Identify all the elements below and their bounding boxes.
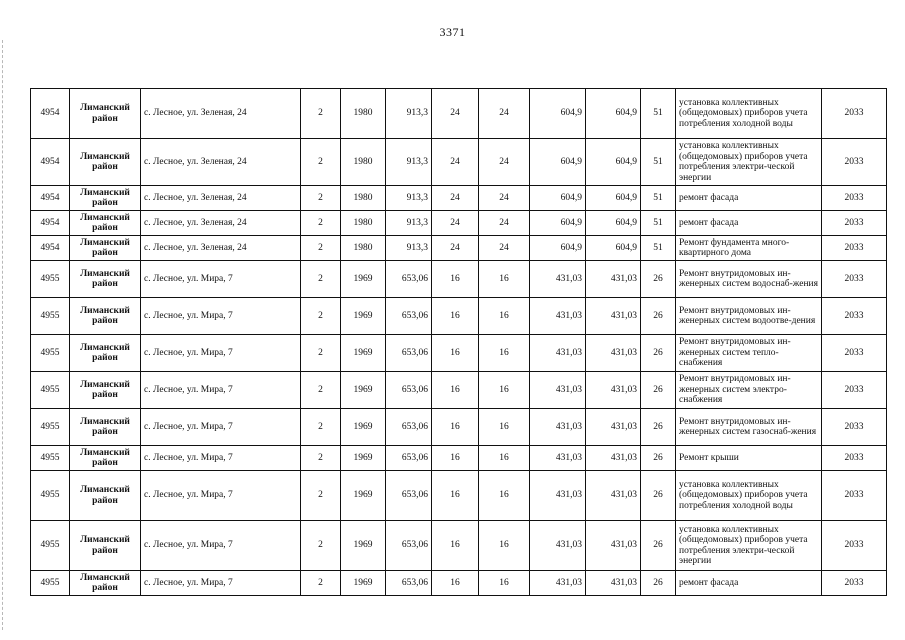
- cell-work-type: ремонт фасада: [676, 186, 822, 211]
- cell-area-2: 431,03: [586, 446, 641, 471]
- cell-area: 653,06: [386, 521, 432, 571]
- cell-district: Лиманский район: [70, 571, 141, 596]
- cell-area-1: 431,03: [530, 298, 586, 335]
- cell-district: Лиманский район: [70, 409, 141, 446]
- table-row: [31, 298, 887, 335]
- cell-year: 1969: [341, 571, 386, 596]
- cell-work-type: Ремонт фундамента много-квартирного дома: [676, 236, 822, 261]
- cell-count-1: 16: [432, 571, 479, 596]
- table-row: [31, 139, 887, 186]
- cell-area-2: 604,9: [586, 139, 641, 186]
- cell-year: 1969: [341, 471, 386, 521]
- cell-area-2: 431,03: [586, 372, 641, 409]
- cell-residents: 26: [641, 471, 676, 521]
- cell-district: Лиманский район: [70, 298, 141, 335]
- cell-area-1: 604,9: [530, 211, 586, 236]
- cell-area-1: 604,9: [530, 186, 586, 211]
- cell-count-2: 16: [479, 335, 530, 372]
- cell-count-2: 24: [479, 89, 530, 139]
- cell-floors: 2: [301, 298, 341, 335]
- cell-house-id: 4955: [31, 298, 70, 335]
- cell-floors: 2: [301, 261, 341, 298]
- cell-area-2: 604,9: [586, 236, 641, 261]
- cell-deadline: 2033: [822, 261, 887, 298]
- cell-count-2: 16: [479, 409, 530, 446]
- cell-area: 653,06: [386, 446, 432, 471]
- table-row: [31, 335, 887, 372]
- cell-house-id: 4955: [31, 335, 70, 372]
- cell-area-1: 431,03: [530, 261, 586, 298]
- cell-year: 1969: [341, 521, 386, 571]
- cell-count-1: 16: [432, 372, 479, 409]
- capital-repair-table: [30, 88, 887, 596]
- cell-area: 653,06: [386, 409, 432, 446]
- cell-address: с. Лесное, ул. Мира, 7: [141, 298, 301, 335]
- cell-work-type: ремонт фасада: [676, 211, 822, 236]
- cell-floors: 2: [301, 211, 341, 236]
- cell-house-id: 4955: [31, 521, 70, 571]
- cell-count-2: 24: [479, 186, 530, 211]
- cell-deadline: 2033: [822, 186, 887, 211]
- cell-year: 1980: [341, 186, 386, 211]
- cell-area-2: 431,03: [586, 298, 641, 335]
- cell-area-2: 431,03: [586, 409, 641, 446]
- cell-house-id: 4955: [31, 372, 70, 409]
- cell-floors: 2: [301, 471, 341, 521]
- cell-floors: 2: [301, 571, 341, 596]
- cell-area-2: 604,9: [586, 211, 641, 236]
- cell-count-2: 24: [479, 211, 530, 236]
- cell-residents: 51: [641, 211, 676, 236]
- cell-area: 653,06: [386, 471, 432, 521]
- cell-area-2: 431,03: [586, 261, 641, 298]
- cell-year: 1969: [341, 372, 386, 409]
- cell-residents: 26: [641, 372, 676, 409]
- cell-floors: 2: [301, 409, 341, 446]
- cell-count-2: 16: [479, 446, 530, 471]
- cell-address: с. Лесное, ул. Мира, 7: [141, 571, 301, 596]
- table-row: [31, 89, 887, 139]
- cell-area: 653,06: [386, 261, 432, 298]
- cell-district: Лиманский район: [70, 211, 141, 236]
- cell-address: с. Лесное, ул. Мира, 7: [141, 471, 301, 521]
- cell-work-type: ремонт фасада: [676, 571, 822, 596]
- table-row: [31, 446, 887, 471]
- cell-area: 653,06: [386, 335, 432, 372]
- cell-area-2: 431,03: [586, 571, 641, 596]
- page-number: 3371: [439, 25, 466, 39]
- cell-count-2: 16: [479, 261, 530, 298]
- cell-area: 913,3: [386, 186, 432, 211]
- cell-work-type: установка коллективных (общедомовых) приборов учета потребления электри-ческой энергии: [676, 521, 822, 571]
- cell-count-1: 16: [432, 335, 479, 372]
- cell-work-type: установка коллективных (общедомовых) приборов учета потребления холодной воды: [676, 89, 822, 139]
- cell-deadline: 2033: [822, 236, 887, 261]
- cell-count-1: 16: [432, 261, 479, 298]
- cell-floors: 2: [301, 139, 341, 186]
- cell-area-1: 431,03: [530, 335, 586, 372]
- cell-year: 1969: [341, 409, 386, 446]
- cell-area: 913,3: [386, 89, 432, 139]
- cell-count-2: 24: [479, 139, 530, 186]
- cell-district: Лиманский район: [70, 335, 141, 372]
- cell-floors: 2: [301, 89, 341, 139]
- cell-address: с. Лесное, ул. Зеленая, 24: [141, 139, 301, 186]
- cell-area: 913,3: [386, 139, 432, 186]
- cell-work-type: установка коллективных (общедомовых) приборов учета потребления холодной воды: [676, 471, 822, 521]
- cell-area-1: 604,9: [530, 89, 586, 139]
- cell-count-1: 16: [432, 471, 479, 521]
- cell-area: 653,06: [386, 571, 432, 596]
- cell-deadline: 2033: [822, 211, 887, 236]
- cell-district: Лиманский район: [70, 89, 141, 139]
- cell-work-type: Ремонт внутридомовых ин-женерных систем электро-снабжения: [676, 372, 822, 409]
- cell-deadline: 2033: [822, 372, 887, 409]
- cell-residents: 26: [641, 409, 676, 446]
- cell-area: 913,3: [386, 236, 432, 261]
- cell-year: 1969: [341, 446, 386, 471]
- cell-area-1: 431,03: [530, 571, 586, 596]
- cell-floors: 2: [301, 372, 341, 409]
- cell-address: с. Лесное, ул. Мира, 7: [141, 335, 301, 372]
- cell-address: с. Лесное, ул. Зеленая, 24: [141, 89, 301, 139]
- cell-house-id: 4955: [31, 446, 70, 471]
- cell-year: 1969: [341, 335, 386, 372]
- cell-residents: 26: [641, 446, 676, 471]
- cell-work-type: Ремонт внутридомовых ин-женерных систем тепло-снабжения: [676, 335, 822, 372]
- cell-residents: 51: [641, 186, 676, 211]
- cell-area-2: 431,03: [586, 521, 641, 571]
- cell-count-1: 24: [432, 186, 479, 211]
- cell-work-type: Ремонт внутридомовых ин-женерных систем газоснаб-жения: [676, 409, 822, 446]
- table-row: [31, 236, 887, 261]
- cell-area-1: 431,03: [530, 521, 586, 571]
- cell-area-2: 431,03: [586, 335, 641, 372]
- cell-area-1: 604,9: [530, 139, 586, 186]
- cell-count-1: 16: [432, 298, 479, 335]
- cell-deadline: 2033: [822, 298, 887, 335]
- cell-area-2: 604,9: [586, 186, 641, 211]
- cell-deadline: 2033: [822, 471, 887, 521]
- cell-floors: 2: [301, 446, 341, 471]
- cell-residents: 26: [641, 571, 676, 596]
- cell-address: с. Лесное, ул. Зеленая, 24: [141, 211, 301, 236]
- cell-district: Лиманский район: [70, 261, 141, 298]
- table-row: [31, 409, 887, 446]
- cell-district: Лиманский район: [70, 139, 141, 186]
- cell-deadline: 2033: [822, 571, 887, 596]
- cell-area-1: 431,03: [530, 409, 586, 446]
- cell-count-2: 16: [479, 571, 530, 596]
- table-row: [31, 261, 887, 298]
- cell-house-id: 4955: [31, 571, 70, 596]
- cell-district: Лиманский район: [70, 186, 141, 211]
- cell-year: 1980: [341, 139, 386, 186]
- cell-count-1: 16: [432, 409, 479, 446]
- cell-count-1: 24: [432, 139, 479, 186]
- cell-house-id: 4954: [31, 89, 70, 139]
- cell-count-2: 16: [479, 298, 530, 335]
- cell-area: 913,3: [386, 211, 432, 236]
- table-row: [31, 571, 887, 596]
- table-row: [31, 521, 887, 571]
- cell-count-1: 24: [432, 211, 479, 236]
- cell-house-id: 4954: [31, 139, 70, 186]
- cell-year: 1969: [341, 298, 386, 335]
- cell-year: 1980: [341, 211, 386, 236]
- cell-deadline: 2033: [822, 139, 887, 186]
- cell-area-2: 604,9: [586, 89, 641, 139]
- cell-district: Лиманский район: [70, 372, 141, 409]
- cell-year: 1969: [341, 261, 386, 298]
- cell-floors: 2: [301, 335, 341, 372]
- cell-address: с. Лесное, ул. Зеленая, 24: [141, 236, 301, 261]
- cell-address: с. Лесное, ул. Мира, 7: [141, 409, 301, 446]
- cell-floors: 2: [301, 186, 341, 211]
- cell-count-1: 24: [432, 89, 479, 139]
- cell-address: с. Лесное, ул. Мира, 7: [141, 261, 301, 298]
- cell-district: Лиманский район: [70, 236, 141, 261]
- cell-district: Лиманский район: [70, 446, 141, 471]
- cell-deadline: 2033: [822, 521, 887, 571]
- cell-area: 653,06: [386, 372, 432, 409]
- table-body: [31, 89, 887, 596]
- cell-house-id: 4954: [31, 236, 70, 261]
- cell-count-2: 16: [479, 521, 530, 571]
- cell-district: Лиманский район: [70, 471, 141, 521]
- cell-address: с. Лесное, ул. Зеленая, 24: [141, 186, 301, 211]
- cell-area-1: 431,03: [530, 471, 586, 521]
- cell-house-id: 4954: [31, 186, 70, 211]
- cell-address: с. Лесное, ул. Мира, 7: [141, 372, 301, 409]
- cell-area-1: 431,03: [530, 446, 586, 471]
- cell-residents: 51: [641, 89, 676, 139]
- cell-work-type: Ремонт внутридомовых ин-женерных систем водоотве-дения: [676, 298, 822, 335]
- cell-work-type: Ремонт внутридомовых ин-женерных систем водоснаб-жения: [676, 261, 822, 298]
- cell-work-type: установка коллективных (общедомовых) приборов учета потребления электри-ческой энергии: [676, 139, 822, 186]
- cell-area-1: 604,9: [530, 236, 586, 261]
- cell-area-1: 431,03: [530, 372, 586, 409]
- cell-residents: 26: [641, 521, 676, 571]
- cell-deadline: 2033: [822, 446, 887, 471]
- cell-floors: 2: [301, 521, 341, 571]
- cell-residents: 51: [641, 139, 676, 186]
- cell-house-id: 4955: [31, 409, 70, 446]
- cell-district: Лиманский район: [70, 521, 141, 571]
- cell-house-id: 4955: [31, 261, 70, 298]
- cell-area: 653,06: [386, 298, 432, 335]
- table-row: [31, 186, 887, 211]
- cell-residents: 26: [641, 298, 676, 335]
- cell-deadline: 2033: [822, 335, 887, 372]
- cell-count-2: 16: [479, 372, 530, 409]
- cell-count-1: 16: [432, 521, 479, 571]
- cell-address: с. Лесное, ул. Мира, 7: [141, 446, 301, 471]
- margin-line: [2, 40, 4, 630]
- cell-residents: 26: [641, 335, 676, 372]
- cell-floors: 2: [301, 236, 341, 261]
- cell-year: 1980: [341, 236, 386, 261]
- cell-work-type: Ремонт крыши: [676, 446, 822, 471]
- cell-count-1: 16: [432, 446, 479, 471]
- cell-deadline: 2033: [822, 409, 887, 446]
- cell-count-2: 16: [479, 471, 530, 521]
- cell-deadline: 2033: [822, 89, 887, 139]
- table-row: [31, 372, 887, 409]
- cell-count-1: 24: [432, 236, 479, 261]
- cell-residents: 51: [641, 236, 676, 261]
- table-row: [31, 211, 887, 236]
- cell-residents: 26: [641, 261, 676, 298]
- cell-house-id: 4954: [31, 211, 70, 236]
- cell-count-2: 24: [479, 236, 530, 261]
- cell-address: с. Лесное, ул. Мира, 7: [141, 521, 301, 571]
- cell-year: 1980: [341, 89, 386, 139]
- cell-area-2: 431,03: [586, 471, 641, 521]
- table-row: [31, 471, 887, 521]
- cell-house-id: 4955: [31, 471, 70, 521]
